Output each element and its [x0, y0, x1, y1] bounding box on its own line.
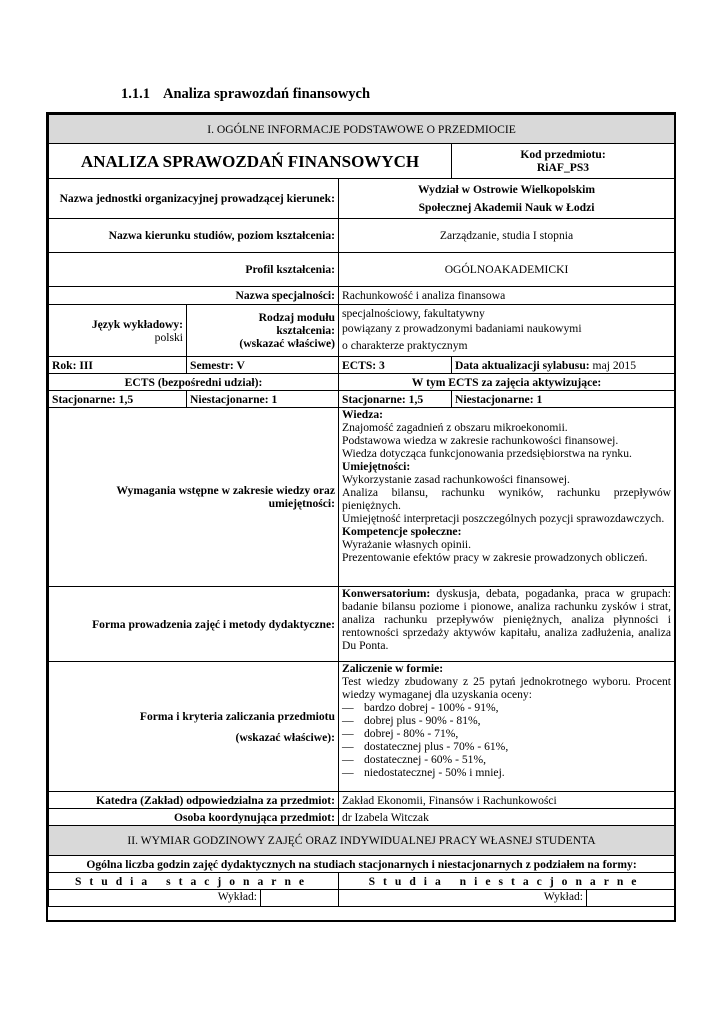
methods-content	[339, 587, 675, 662]
grade-text: dobrej - 80% - 71%,	[364, 727, 459, 740]
grading-label-line2: (wskazać właściwe):	[235, 730, 335, 744]
section-title: Analiza sprawozdań finansowych	[163, 86, 371, 102]
profile-label: Profil kształcenia:	[49, 253, 339, 287]
part2-header: II. WYMIAR GODZINOWY ZAJĘĆ ORAZ INDYWIDUALNEJ PRACY WŁASNEJ STUDENTA	[49, 826, 675, 856]
department-label: Katedra (Zakład) odpowiedzialna za przedmiot:	[49, 792, 339, 809]
dash-bullet: —	[342, 753, 354, 766]
hours-total-label: Ogólna liczba godzin zajęć dydaktycznych na studiach stacjonarnych i niestacjonarnych z podziałem na formy:	[49, 856, 675, 873]
grade-text: dostatecznej - 60% - 51%,	[364, 753, 487, 766]
syllabus-update	[452, 357, 675, 374]
ects-active-label: W tym ECTS za zajęcia aktywizujące:	[339, 374, 675, 391]
methods-head: Konwersatorium:	[342, 587, 431, 600]
req-knowledge-item: Znajomość zagadnień z obszaru mikroekonomii.	[342, 421, 568, 434]
field-value: Zarządzanie, studia I stopnia	[339, 219, 675, 253]
ects: ECTS: 3	[339, 357, 452, 374]
requirements-label	[49, 408, 339, 587]
ects-direct-label: ECTS (bezpośredni udział):	[49, 374, 339, 391]
full-time-ects-2: Stacjonarne: 1,5	[339, 391, 452, 408]
specialty-value: Rachunkowość i analiza finansowa	[339, 287, 675, 305]
dash-bullet: —	[342, 714, 354, 727]
req-knowledge-item: Wiedza dotycząca funkcjonowania przedsiębiorstwa na rynku.	[342, 447, 632, 460]
grade-text: dostatecznej plus - 70% - 61%,	[364, 740, 509, 753]
module-type-values	[339, 305, 675, 357]
grade-item	[342, 714, 671, 727]
full-time-ects-1: Stacjonarne: 1,5	[49, 391, 187, 408]
specialty-label: Nazwa specjalności:	[49, 287, 339, 305]
grade-item	[342, 727, 671, 740]
grading-content	[339, 662, 675, 792]
requirements-label-line1: Wymagania wstępne w zakresie wiedzy oraz	[116, 484, 335, 497]
req-skills-head: Umiejętności:	[342, 460, 411, 473]
grading-head: Zaliczenie w formie:	[342, 662, 444, 675]
requirements-content	[339, 408, 675, 587]
methods-text: dyskusja, debata, pogadanka, praca w grupach: badanie bilansu poziome i pionowe, analiza rachunku zysków i strat, analiza rachunku przepływów pieniężnych, analiza płynności i rentowności sprzedaży aktywów kapitału, analiza zadłużenia, analiza Du Ponta.	[342, 587, 672, 652]
unit-value	[339, 179, 675, 219]
part1-header: I. OGÓLNE INFORMACJE PODSTAWOWE O PRZEDMIOCIE	[49, 115, 675, 144]
field-label: Nazwa kierunku studiów, poziom kształcenia:	[49, 219, 339, 253]
grading-label-line1: Forma i kryteria zaliczania przedmiotu	[139, 709, 335, 723]
grade-text: niedostatecznej - 50% i mniej.	[364, 766, 505, 779]
language-cell	[49, 305, 187, 357]
dash-bullet: —	[342, 740, 354, 753]
lecture-label-1: Wykład:	[49, 890, 261, 906]
req-social-item: Prezentowanie efektów pracy w zakresie prowadzonych obliczeń.	[342, 551, 648, 564]
module-type-value-1: specjalnościowy, fakultatywny	[342, 307, 485, 320]
dash-bullet: —	[342, 766, 354, 779]
module-type-label-line2: kształcenia:	[276, 324, 335, 337]
course-code-label: Kod przedmiotu:	[520, 148, 606, 161]
dash-bullet: —	[342, 727, 354, 740]
grading-label	[49, 662, 339, 792]
course-code: RiAF_PS3	[536, 161, 590, 174]
req-social-item: Wyrażanie własnych opinii.	[342, 538, 472, 551]
module-type-label-line3: (wskazać właściwe)	[239, 337, 335, 350]
req-skills-item: Umiejętność interpretacji poszczególnych pozycji sprawozdawczych.	[342, 512, 665, 525]
grade-item	[342, 701, 671, 714]
unit-value-line2: Społecznej Akademii Nauk w Łodzi	[418, 200, 595, 214]
part-time-ects-2: Niestacjonarne: 1	[452, 391, 675, 408]
course-title: ANALIZA SPRAWOZDAŃ FINANSOWYCH	[49, 144, 452, 179]
dash-bullet: —	[342, 701, 354, 714]
module-type-label-line1: Rodzaj modułu	[258, 311, 335, 324]
req-skills-item: Analiza bilansu, rachunku wyników, rachunku przepływów pieniężnych.	[342, 486, 672, 512]
profile-value: OGÓLNOAKADEMICKI	[339, 253, 675, 287]
grade-item	[342, 740, 671, 753]
year: Rok: III	[49, 357, 187, 374]
lecture-label-2: Wykład:	[339, 890, 587, 906]
req-knowledge-head: Wiedza:	[342, 408, 384, 421]
syllabus-update-value: maj 2015	[592, 358, 637, 372]
section-number: 1.1.1	[121, 86, 150, 102]
unit-label: Nazwa jednostki organizacyjnej prowadzącej kierunek:	[49, 179, 339, 219]
language-label: Język wykładowy:	[91, 317, 183, 331]
coordinator-label: Osoba koordynująca przedmiot:	[49, 809, 339, 826]
syllabus-table	[48, 114, 675, 907]
req-knowledge-item: Podstawowa wiedza w zakresie rachunkowości finansowej.	[342, 434, 619, 447]
lecture-row-full-time	[49, 890, 339, 907]
unit-value-line1: Wydział w Ostrowie Wielkopolskim	[417, 182, 596, 196]
req-social-head: Kompetencje społeczne:	[342, 525, 462, 538]
lecture-row-part-time	[339, 890, 675, 907]
coordinator-value: dr Izabela Witczak	[339, 809, 675, 826]
semester: Semestr: V	[187, 357, 339, 374]
grading-text: Test wiedzy zbudowany z 25 pytań jednokrotnego wyboru. Procent wiedzy wymaganej dla uzyskania oceny:	[342, 675, 672, 701]
syllabus-update-label: Data aktualizacji sylabusu:	[455, 358, 590, 372]
part-time-ects-1: Niestacjonarne: 1	[187, 391, 339, 408]
full-time-studies: Studia stacjonarne	[49, 873, 339, 890]
section-heading	[121, 86, 370, 103]
grade-text: dobrej plus - 90% - 81%,	[364, 714, 481, 727]
course-code-cell	[452, 144, 675, 179]
requirements-label-line2: umiejętności:	[268, 497, 335, 510]
module-type-value-3: o charakterze praktycznym	[342, 339, 468, 352]
module-type-label	[187, 305, 339, 357]
methods-label: Forma prowadzenia zajęć i metody dydaktyczne:	[49, 587, 339, 662]
req-skills-item: Wykorzystanie zasad rachunkowości finansowej.	[342, 473, 570, 486]
grade-text: bardzo dobrej - 100% - 91%,	[364, 701, 499, 714]
lecture-value-2	[587, 890, 674, 906]
language-value: polski	[154, 330, 183, 344]
module-type-value-2: powiązany z prowadzonymi badaniami naukowymi	[342, 322, 582, 335]
grade-item	[342, 766, 671, 779]
grade-item	[342, 753, 671, 766]
part-time-studies: Studia niestacjonarne	[339, 873, 675, 890]
lecture-value-1	[261, 890, 338, 906]
department-value: Zakład Ekonomii, Finansów i Rachunkowości	[339, 792, 675, 809]
